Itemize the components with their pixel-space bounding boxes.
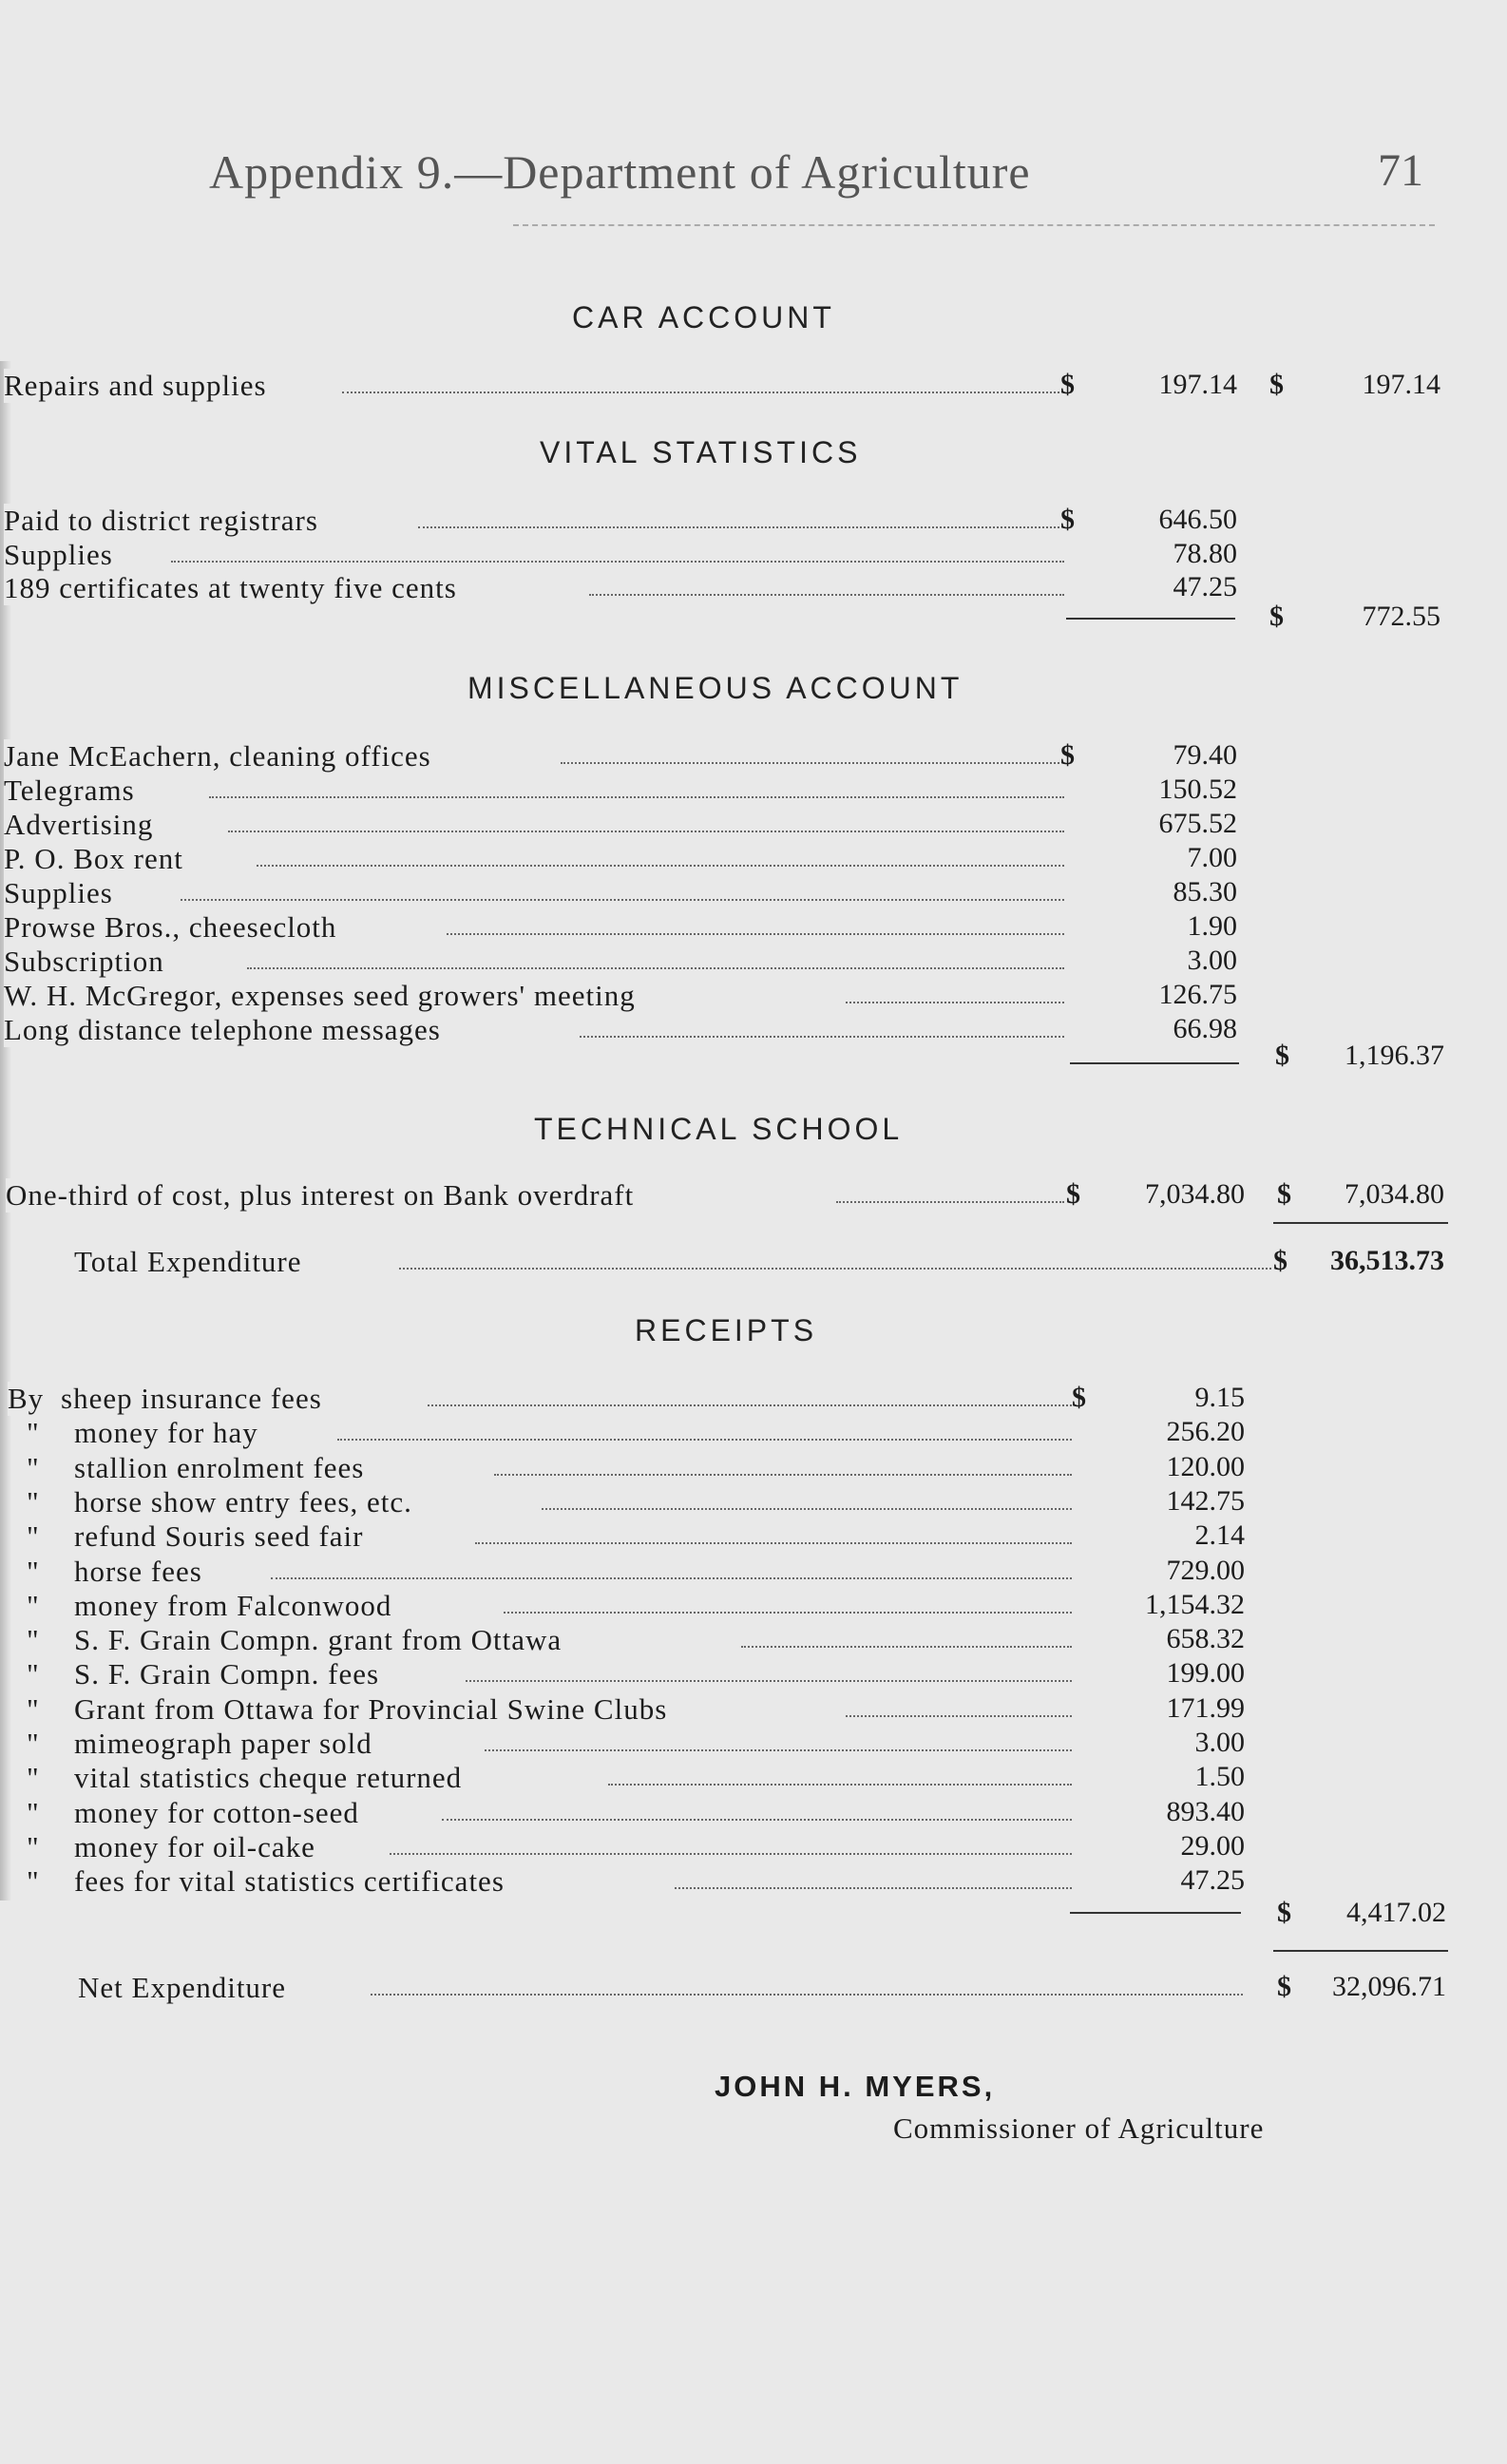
ledger-row: [0, 842, 1507, 876]
dollar-sign: $: [1273, 1245, 1288, 1276]
row-label: Repairs and supplies: [4, 369, 275, 403]
receipt-row: [0, 1796, 1507, 1830]
section-title-vital-statistics: VITAL STATISTICS: [540, 435, 862, 469]
net-expenditure-row: [0, 1971, 1507, 2005]
total-line: [1273, 1950, 1448, 1952]
row-amount: 120.00: [1166, 1450, 1245, 1482]
ditto-prefix: ": [27, 1485, 48, 1519]
dot-leader: [442, 1819, 1072, 1821]
dot-leader: [271, 1577, 1072, 1579]
row-total: 197.14: [1362, 369, 1440, 400]
dollar-sign: $: [1060, 739, 1075, 771]
receipt-row: [0, 1519, 1507, 1554]
ledger-row: [0, 979, 1507, 1013]
dollar-sign: $: [1277, 1971, 1291, 2002]
row-label: vital statistics cheque returned: [74, 1761, 469, 1795]
dot-leader: [846, 1002, 1064, 1003]
row-amount: 9.15: [1194, 1382, 1245, 1413]
dot-leader: [466, 1680, 1072, 1682]
dot-leader: [589, 594, 1064, 596]
ledger-row: [0, 504, 1507, 538]
row-label: Net Expenditure: [78, 1971, 294, 2005]
ditto-prefix: ": [27, 1657, 48, 1691]
dot-leader: [418, 526, 1059, 528]
row-amount: 142.75: [1166, 1484, 1245, 1517]
receipt-row: [0, 1727, 1507, 1761]
dollar-sign: $: [1277, 1178, 1291, 1210]
receipt-row: [0, 1451, 1507, 1485]
dot-leader: [390, 1853, 1072, 1855]
dot-leader: [209, 796, 1064, 798]
ledger-row: [0, 369, 1507, 403]
total-expenditure-amount: 36,513.73: [1330, 1245, 1444, 1276]
receipt-row: [0, 1657, 1507, 1691]
row-amount: 658.32: [1166, 1623, 1245, 1655]
receipt-row: [0, 1830, 1507, 1864]
dot-leader: [181, 899, 1064, 901]
ditto-prefix: ": [27, 1692, 48, 1727]
ditto-prefix: ": [27, 1519, 48, 1554]
row-amount: 1.90: [1187, 910, 1237, 942]
row-amount: 675.52: [1158, 808, 1237, 839]
receipt-row: [0, 1416, 1507, 1450]
row-amount: 1,154.32: [1145, 1588, 1245, 1620]
ditto-prefix: ": [27, 1589, 48, 1623]
section-total: 4,417.02: [1346, 1897, 1446, 1928]
signatory-name: JOHN H. MYERS,: [715, 2070, 996, 2103]
row-label: Prowse Bros., cheesecloth: [4, 910, 344, 945]
dot-leader: [846, 1715, 1072, 1717]
section-total-row: [0, 601, 1507, 635]
row-label: Subscription: [4, 945, 172, 979]
row-amount: 79.40: [1173, 739, 1237, 771]
dot-leader: [447, 933, 1064, 935]
row-amount: 7,034.80: [1145, 1178, 1245, 1210]
dollar-sign: $: [1066, 1178, 1080, 1210]
ditto-prefix: ": [27, 1864, 48, 1899]
row-label: mimeograph paper sold: [74, 1727, 380, 1761]
row-amount: 171.99: [1166, 1691, 1245, 1724]
dollar-sign: $: [1072, 1382, 1086, 1413]
total-expenditure-row: [0, 1245, 1507, 1279]
row-label: horse show entry fees, etc.: [74, 1485, 420, 1519]
dot-leader: [342, 392, 1059, 393]
row-label: Long distance telephone messages: [4, 1013, 448, 1047]
ledger-row: [0, 538, 1507, 572]
ditto-prefix: ": [27, 1623, 48, 1657]
signatory-title: Commissioner of Agriculture: [893, 2111, 1265, 2145]
dot-leader: [494, 1474, 1072, 1476]
ledger-row: [0, 910, 1507, 945]
row-total: 7,034.80: [1345, 1178, 1444, 1210]
row-label: Grant from Ottawa for Provincial Swine Clubs: [74, 1692, 675, 1727]
row-label: S. F. Grain Compn. fees: [74, 1657, 387, 1691]
dot-leader: [399, 1268, 1271, 1270]
dot-leader: [428, 1404, 1072, 1406]
receipt-row: [0, 1623, 1507, 1657]
ditto-prefix: ": [27, 1416, 48, 1450]
section-title-misc-account: MISCELLANEOUS ACCOUNT: [467, 671, 963, 705]
row-label: fees for vital statistics certificates: [74, 1864, 512, 1899]
row-amount: 3.00: [1187, 945, 1237, 976]
row-amount: 893.40: [1166, 1795, 1245, 1827]
page-number: 71: [1378, 145, 1423, 196]
dollar-sign: $: [1269, 601, 1284, 632]
row-label: W. H. McGregor, expenses seed growers' meeting: [4, 979, 643, 1013]
ledger-row: [0, 945, 1507, 979]
dot-leader: [171, 561, 1064, 563]
dot-leader: [542, 1508, 1072, 1510]
row-amount: 78.80: [1173, 538, 1237, 569]
ditto-prefix: ": [27, 1830, 48, 1864]
receipt-row: [0, 1555, 1507, 1589]
row-label: sheep insurance fees: [61, 1382, 330, 1416]
row-amount: 150.52: [1158, 774, 1237, 805]
row-label: Supplies: [4, 538, 121, 572]
row-amount: 256.20: [1166, 1416, 1245, 1448]
net-expenditure-amount: 32,096.71: [1332, 1971, 1446, 2002]
row-amount: 85.30: [1173, 876, 1237, 907]
row-label: One-third of cost, plus interest on Bank overdraft: [6, 1178, 641, 1213]
dot-leader: [337, 1439, 1072, 1441]
row-label: Advertising: [4, 808, 161, 842]
dot-leader: [561, 762, 1059, 764]
dot-leader: [247, 967, 1064, 969]
page-header: [209, 144, 1444, 211]
receipt-row: [0, 1692, 1507, 1727]
header-rule: [513, 224, 1435, 226]
dot-leader: [675, 1887, 1072, 1889]
row-amount: 47.25: [1173, 571, 1237, 602]
section-title-technical-school: TECHNICAL SCHOOL: [534, 1112, 904, 1146]
dollar-sign: $: [1277, 1897, 1291, 1928]
row-label: S. F. Grain Compn. grant from Ottawa: [74, 1623, 569, 1657]
dollar-sign: $: [1060, 504, 1075, 535]
dot-leader: [257, 865, 1064, 867]
row-label: Paid to district registrars: [4, 504, 326, 538]
dot-leader: [836, 1201, 1064, 1203]
row-label: money for hay: [74, 1416, 266, 1450]
ditto-prefix: ": [27, 1796, 48, 1830]
dot-leader: [608, 1784, 1072, 1786]
row-label: money for cotton-seed: [74, 1796, 367, 1830]
row-amount: 646.50: [1158, 504, 1237, 535]
row-amount: 7.00: [1187, 842, 1237, 873]
section-total: 1,196.37: [1345, 1040, 1444, 1071]
row-label: P. O. Box rent: [4, 842, 191, 876]
dot-leader: [741, 1646, 1072, 1648]
header-title: Appendix 9.—Department of Agriculture: [209, 145, 1031, 199]
row-label: Supplies: [4, 876, 121, 910]
row-amount: 66.98: [1173, 1013, 1237, 1044]
ledger-row: [0, 808, 1507, 842]
receipt-row: [0, 1485, 1507, 1519]
receipt-row: [0, 1761, 1507, 1795]
row-amount: 197.14: [1158, 369, 1237, 400]
dot-leader: [580, 1036, 1064, 1038]
dollar-sign: $: [1269, 369, 1284, 400]
row-amount: 47.25: [1180, 1864, 1245, 1897]
ledger-row: [0, 876, 1507, 910]
dollar-sign: $: [1275, 1040, 1289, 1071]
dot-leader: [485, 1749, 1072, 1751]
row-amount: 729.00: [1166, 1554, 1245, 1586]
receipt-row: [0, 1382, 1507, 1416]
ledger-row: [0, 774, 1507, 808]
row-amount: 2.14: [1194, 1519, 1245, 1552]
dot-leader: [504, 1612, 1072, 1614]
row-label: Jane McEachern, cleaning offices: [4, 739, 439, 774]
receipt-row: [0, 1589, 1507, 1623]
ledger-row: [0, 1178, 1507, 1213]
row-amount: 29.00: [1180, 1829, 1245, 1862]
total-line: [1273, 1222, 1448, 1224]
section-total-row: [0, 1897, 1507, 1931]
section-total: 772.55: [1362, 601, 1440, 632]
ditto-prefix: ": [27, 1555, 48, 1589]
row-label: 189 certificates at twenty five cents: [4, 571, 465, 605]
receipt-row: [0, 1864, 1507, 1899]
row-label: stallion enrolment fees: [74, 1451, 372, 1485]
dot-leader: [475, 1542, 1072, 1544]
ditto-prefix: ": [27, 1727, 48, 1761]
row-amount: 1.50: [1194, 1761, 1245, 1793]
row-label: Total Expenditure: [74, 1245, 310, 1279]
section-title-car-account: CAR ACCOUNT: [572, 300, 835, 334]
section-title-receipts: RECEIPTS: [635, 1313, 818, 1347]
ditto-prefix: ": [27, 1761, 48, 1795]
row-amount: 126.75: [1158, 979, 1237, 1010]
ledger-row: [0, 739, 1507, 774]
dot-leader: [371, 1994, 1243, 1996]
dot-leader: [228, 831, 1064, 832]
row-label: Telegrams: [4, 774, 143, 808]
row-amount: 199.00: [1166, 1657, 1245, 1690]
row-label: money for oil-cake: [74, 1830, 323, 1864]
dollar-sign: $: [1060, 369, 1075, 400]
ditto-prefix: ": [27, 1451, 48, 1485]
row-amount: 3.00: [1194, 1727, 1245, 1758]
row-label: money from Falconwood: [74, 1589, 399, 1623]
row-label: refund Souris seed fair: [74, 1519, 372, 1554]
row-label: horse fees: [74, 1555, 210, 1589]
ditto-prefix: By: [8, 1382, 51, 1416]
